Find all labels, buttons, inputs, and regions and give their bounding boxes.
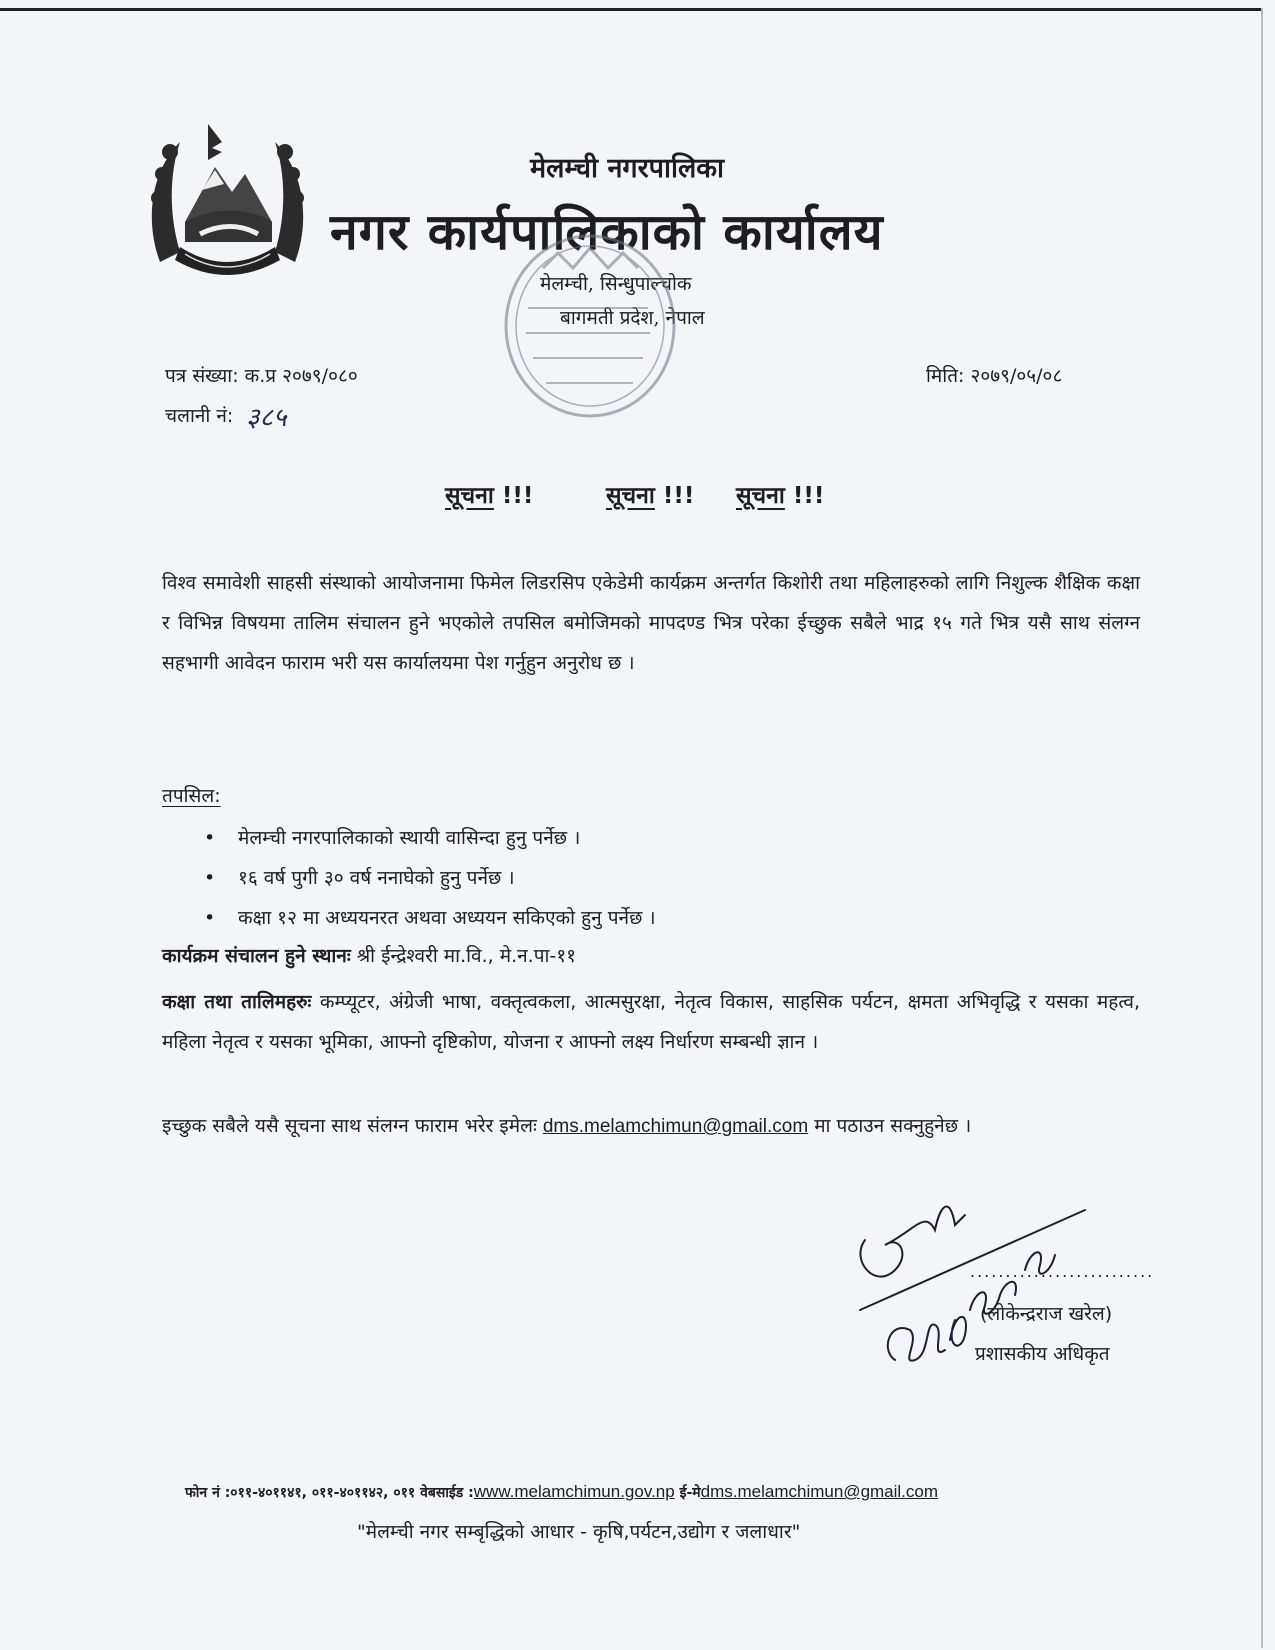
signature-line: .......................... <box>970 1262 1155 1281</box>
details-heading: तपसिल: <box>162 785 221 807</box>
nepal-emblem-icon <box>140 112 315 287</box>
classes-value: कम्प्यूटर, अंग्रेजी भाषा, वक्तृत्वकला, आत्मसुरक्षा, नेतृत्व विकास, साहसिक पर्यटन, क्षमता अभिवृद्धि र यसका महत्व, महिला नेतृत्व र यसका भूमिका, आफ्नो दृष्टिकोण, योजना र आफ्नो लक्ष्य निर्धारण सम्बन्धी ज्ञान । <box>162 991 1140 1053</box>
letter-reference: पत्र संख्या: क.प्र २०७९/०८० <box>165 365 358 387</box>
footer-contact <box>185 1482 938 1502</box>
signatory-name: (लोकेन्द्रराज खरेल) <box>980 1303 1113 1325</box>
email-paragraph: इच्छुक सबैले यसै सूचना साथ संलग्न फाराम भरेर इमेलः dms.melamchimun@gmail.com मा पठाउन सक्नुहुनेछ । <box>162 1115 972 1137</box>
footer-email-label: ई-मे <box>674 1485 701 1501</box>
list-item: • कक्षा १२ मा अध्ययनरत अथवा अध्ययन सकिएको हुनु पर्नेछ । <box>200 898 656 938</box>
signatory-title: प्रशासकीय अधिकृत <box>975 1343 1110 1365</box>
top-border <box>0 8 1262 11</box>
list-item: • मेलम्ची नगरपालिकाको स्थायी वासिन्दा हुनु पर्नेछ । <box>200 818 656 858</box>
footer-email-link[interactable]: dms.melamchimun@gmail.com <box>700 1482 939 1501</box>
classes-paragraph <box>162 982 1140 1062</box>
notice-heading-3: सूचना !!! <box>736 483 825 509</box>
list-item: • १६ वर्ष पुगी ३० वर्ष ननाघेको हुनु पर्नेछ । <box>200 858 656 898</box>
dispatch-number-label: चलानी नं: <box>165 405 234 427</box>
notice-heading-1: सूचना !!! <box>445 483 534 509</box>
website-link[interactable]: www.melamchimun.gov.np <box>473 1482 675 1501</box>
footer-slogan: "मेलम्ची नगर सम्बृद्धिको आधार - कृषि,पर्यटन,उद्योग र जलाधार" <box>357 1521 801 1543</box>
office-province: बागमती प्रदेश, नेपाल <box>560 307 705 329</box>
email-link[interactable]: dms.melamchimun@gmail.com <box>542 1116 809 1137</box>
venue-value: श्री ईन्द्रेश्वरी मा.वि., मे.न.पा-११ <box>350 945 577 967</box>
notice-heading-2: सूचना !!! <box>606 483 695 509</box>
footer-phone: फोन नं :०११-४०११४१, ०११-४०११४२, ०११ वेबसाईड : <box>185 1485 474 1501</box>
notice-paragraph: विश्व समावेशी साहसी संस्थाको आयोजनामा फिमेल लिडरसिप एकेडेमी कार्यक्रम अन्तर्गत किशोरी तथा महिलाहरुको लागि निशुल्क शैक्षिक कक्षा र विभिन्न विषयमा तालिम संचालन हुने भएकोले तपसिल बमोजिमको मापदण्ड भित्र परेका ईच्छुक सबैले भाद्र १५ गते भित्र यसै साथ संलग्न सहभागी आवेदन फाराम भरी यस कार्यालयमा पेश गर्नुहुन अनुरोध छ । <box>162 572 1140 674</box>
classes-label: कक्षा तथा तालिमहरुः <box>162 991 312 1013</box>
eligibility-list <box>200 818 656 938</box>
venue-line <box>162 942 576 968</box>
office-stamp <box>498 228 683 423</box>
letter-date: मिति: २०७९/०५/०८ <box>926 365 1063 387</box>
right-border <box>1261 8 1263 1648</box>
dispatch-number: ३८५ <box>246 403 287 433</box>
municipality-name: मेलम्ची नगरपालिका <box>530 153 725 184</box>
office-title: नगर कार्यपालिकाको कार्यालय <box>330 202 884 261</box>
venue-label: कार्यक्रम संचालन हुने स्थानः <box>162 945 351 967</box>
office-location: मेलम्ची, सिन्धुपाल्चोक <box>540 273 692 295</box>
